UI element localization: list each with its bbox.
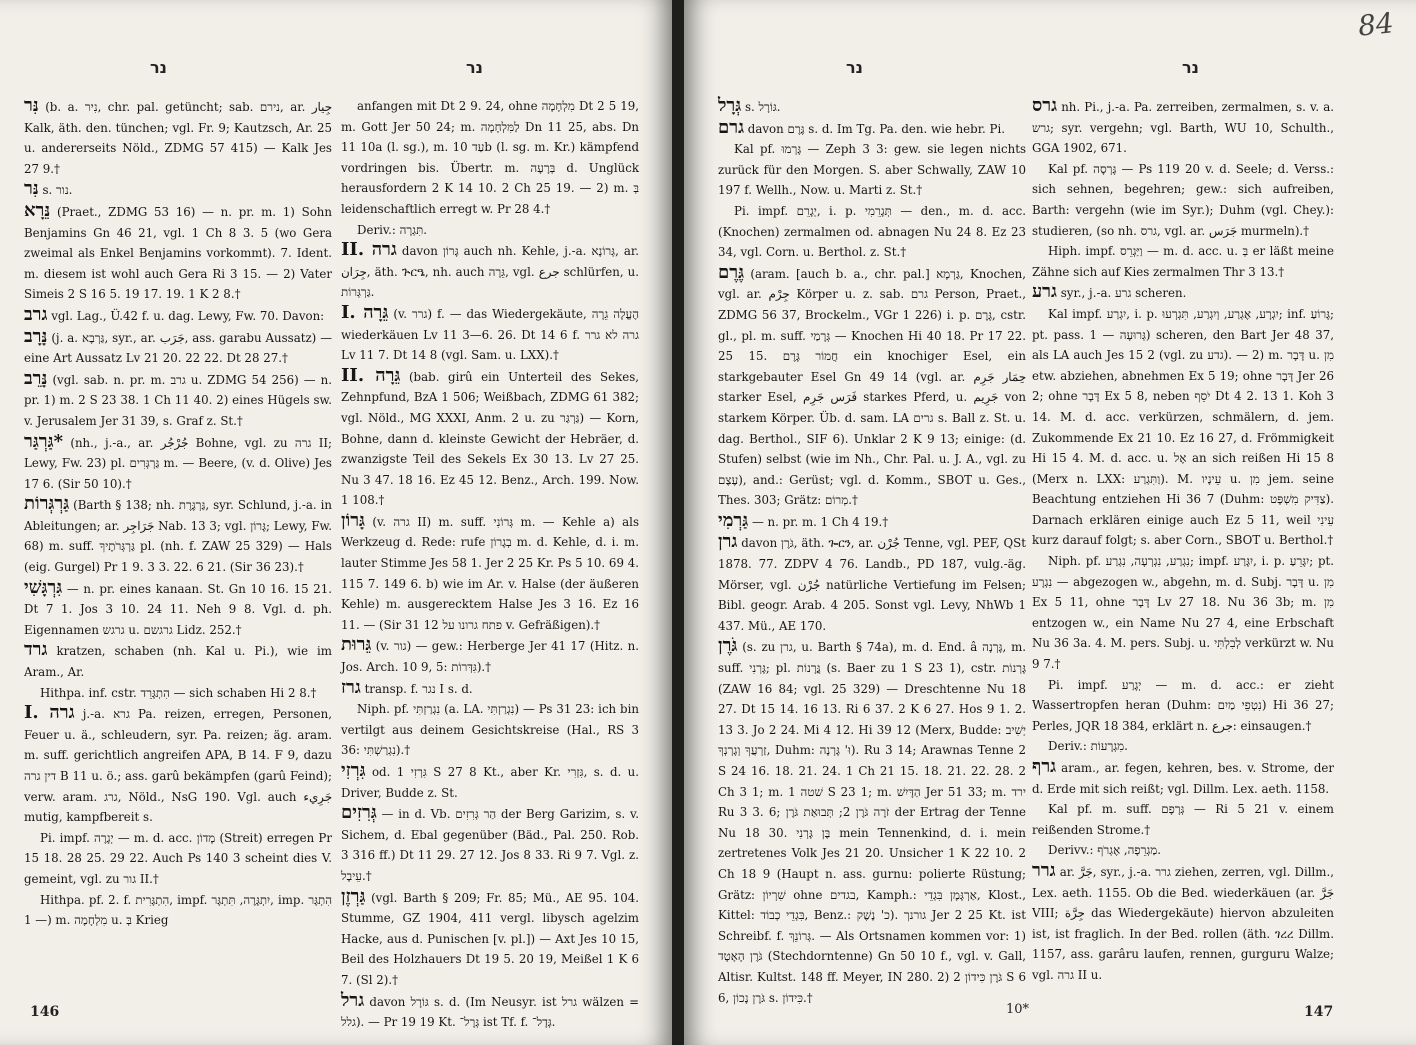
entry-text: (nh., j.-a., ar. جُرْجُر Bohne, vgl. zu גרה II; Lewy, Fw. 23) pl. גַּרְגְּרִים m. — Beere, (v. d. Olive) Jes 17 6. (Sir 50 10).† [24,435,333,491]
entry-text: Kal pf. m. suff. גְּרָפָם — Ri 5 21 v. einem reißenden Strome.† [1032,802,1334,837]
entry-lemma: נָּרָב [24,325,48,347]
entry-lemma: גרע [1032,281,1057,303]
entry-lemma: גִּרְזִי [341,760,366,781]
dictionary-entry [24,179,332,201]
dictionary-entry [1032,799,1334,840]
dictionary-entry [341,240,639,303]
entry-lemma: I. גֵּרָה [341,301,389,323]
dictionary-entry [718,201,1026,263]
dictionary-entry [718,532,1026,636]
left-page-column-2 [341,96,640,1030]
dictionary-entry [341,803,639,886]
dictionary-entry [341,366,639,511]
entry-lemma: גרן [718,531,738,553]
entry-lemma: נֵּרָא [24,199,51,221]
left-page-header-left: נר [150,58,167,77]
entry-text: syr., j.-a. גרע scheren. [1060,286,1187,301]
left-page-header-right: נר [466,58,483,77]
entry-text: Kal pf. גָּרְמוּ — Zeph 3 3: gew. sie legen nichts zurück für den Morgen. S. aber Schwally, ZAW 10 197 f. Wellh., Now. u. Marti z. St.† [718,142,1026,198]
dictionary-entry [1032,840,1334,861]
dictionary-entry [24,432,332,495]
entry-lemma: I. גרה [24,702,75,724]
entry-text: Hiph. impf. וַיַּגְרֵס — m. d. acc. u. בְּ er läßt meine Zähne sich auf Kies zermalmen Thr 3 13.† [1032,244,1334,279]
dictionary-entry [1032,736,1334,757]
entry-lemma: גרל [341,989,365,1011]
entry-text: Deriv.: מִגְרָעוֹת. [1048,739,1128,754]
entry-lemma: גַּרְגְּרוֹת [24,493,70,515]
entry-text: Niph. pf. נִגְרַע, נִגְרְעָה, נִגְרַע; impf. יִגָּרַע, i. p. יִגָּרֵעַ; pt. נִגְרָע — abgezogen w., abgehn, m. d. Subj. דָּבָר u. מִן Ex 5 11, ohne דָּבָר Lv 27 18. Nu 36 3b; m. מִן entzogen w., ein Name Nu 27 4, eine Erbschaft Nu 36 3a. 4. M. pers. Subj. u. לְבִלְתִּי verkürzt w. Nu 9 7.† [1032,554,1335,672]
entry-lemma: גרף [1032,756,1057,777]
entry-lemma: גְּרָל [718,95,742,116]
entry-lemma: גרז [341,676,361,698]
entry-text: vgl. Lag., Ü.42 f. u. dag. Lewy, Fw. 70. Davon: [51,308,325,323]
dictionary-entry [718,511,1026,533]
entry-text: Derivv.: מַגְרֵפָה, אֶגְרֹף. [1048,843,1162,858]
dictionary-entry [341,220,639,241]
entry-lemma: גַּרְמִי [718,509,749,531]
dictionary-entry [24,494,332,577]
entry-text: nh. Pi., j.-a. Pa. zerreiben, zermalmen, s. v. a. גרש; syr. vergehn; vgl. Barth, WU 10, Schulth., GGA 1902, 671. [1032,100,1335,156]
entry-text: (Praet., ZDMG 53 16) — n. pr. m. 1) Sohn Benjamins Gn 46 21, vgl. 1 Ch 8 3. 5 (wo Gera zweimal als Enkel Benjamins vorkommt). 7. Ident. m. diesem ist wohl auch Gera Ri 3 15. — 2) Vater Simeis 2 S 16 5. 19 17. 19. 1 K 2 8.† [24,204,332,302]
entry-text: (j. a. גַּרְבָא, syr., ar. جَرَب, ass. garabu Aussatz) — eine Art Aussatz Lv 21 20. 22 22. Dt 28 27.† [24,330,333,366]
entry-text: Hithpa. pf. 2. f. הִתְגָּרִית, impf. יִתְגָּרֶה, תִּתְגָּר, imp. הִתְגָּר — 1) m. מִלְחָמָה u. בְּ Krieg [24,892,332,928]
entry-text: Pi. impf. יְגָרַע — m. d. acc.: er zieht Wassertropfen heran (Duhm: נִטְפֵי מַיִם) Hi 36 27; Perles, JQR 18 384, erklärt n. جرع: einsaugen.† [1032,677,1335,733]
dictionary-entry [1032,304,1334,551]
entry-text: ar. جَرَّ, syr., j.-a. גרר ziehen, zerren, vgl. Dillm., Lex. aeth. 1155. Ob die Bed. wiederkäuen (ar. جَرَّ VIII; جِرَّة das Wiedergekäute) hiervon abzuleiten ist, ist fraglich. In der Bed. rollen (äth. ገረረ Dillm. 1157, ass. garâru laufen, rennen, gurguru Walze; vgl. גרה II u. [1032,864,1334,982]
dictionary-entry [1032,159,1334,241]
dictionary-entry [24,201,332,305]
right-page-column-1 [718,96,1026,1016]
right-page-footer-signature: 10* [1006,1002,1030,1017]
entry-text: aram., ar. fegen, kehren, bes. v. Strome, der d. Erde mit sich reißt; vgl. Dillm. Lex. aeth. 1158. [1032,761,1335,796]
entry-text: Hithpa. inf. cstr. הִתְגָּרֵד — sich schaben Hi 2 8.† [40,685,317,700]
dictionary-entry [24,369,332,432]
entry-lemma: נָּרֵב [24,367,48,389]
entry-text: s. גּוֹרָל. [744,100,781,114]
entry-text: — in d. Vb. הַר גְּרִזִים der Berg Garizim, s. v. Sichem, d. Ebal gegenüber (Bäd., Pal. 250. Rob. 3 316 ff.) Dt 11 29. 27 12. Jos 8 33. Ri 9 7. Vgl. z. עֵיבָל.† [341,807,640,883]
entry-text: — n. pr. m. 1 Ch 4 19.† [751,514,889,529]
entry-text: Niph. pf. נִגְרַזְתִּי (a. LA. נִגְרַזְתִּי) — Ps 31 23: ich bin vertilgt aus deinem Gesichtskreise (Hal., RS 3 36: נִגְרַשְׁתִּי).† [341,702,639,758]
entry-lemma: גַּרְגַּר* [24,430,63,452]
left-page-number: 146 [30,1004,60,1020]
entry-text: (vgl. Barth § 209; Fr. 85; Mü., AE 95. 104. Stumme, GZ 1904, 411 vergl. libysch agelzim Hacke, aus d. Punischen [v. pl.]) — Axt Jes 10 15, Beil des Holzhauers Dt 19 5. 20 19, Meißel 1 K 6 7. (Sl 2).† [341,890,640,987]
dictionary-entry [341,678,639,700]
dictionary-entry [24,640,332,682]
entry-lemma: גרד [24,639,48,661]
dictionary-entry [341,511,639,636]
entry-text: (s. zu גרן, u. Barth § 74a), m. d. End. â גָּרְנָה, m. suff. גָּרְנִי; pl. גֳּרָנוֹת (s. Baer zu 1 S 23 1), cstr. גָּרְנוֹת (ZAW 16 84; vgl. 25 329) — Dreschtenne Nu 18 27. Dt 15 14. 16 13. Ri 6 37. 2 K 6 27. Hos 9 1. 2. 13 3. Jo 2 24. Mi 4 12. Hi 39 12 (Merx, Budde: יְשִׁיב זַרְעֲךָ וְגָרְנְךָ, Duhm: וּ' גָּרְנָה). Ru 3 14; Arawnas Tenne 2 S 24 16. 18. 21. 24. 1 Ch 21 15. 18. 21. 22. 28. 2 Ch 3 1; m. שׁטה 1 S 23 1; m. הַדָּיִשׁ Jer 51 33; m. ירד Ru 3 3. 6; זֹרֶה גֹּרֶן 2; תְּבוּאַת גֹּרֶן der Ertrag der Tenne Nu 18 30. בֶּן גָּרְנִי mein Tennenkind, d. i. mein zertretenes Volk Jes 21 20. Unsicher 1 K 22 10. 2 Ch 18 9 (Haupt n. ass. gurnu: polierte Rüstung; Grätz: שִׁרְיוֹן ohne בגדים, Kamph.: אַרְגָּמָן בִּגְדֵי, Klost., Kittel: בִּגְדֵי כְבוֹד, Benz.: כ' נֶשֶׁק). גורנך Jer 2 25 Kt. ist Schreibf. f. גְּרוֹנֵךְ. — Als Ortsnamen kommen vor: 1) גֹּרֶן הָאָטָד (Stechdorntenne) Gn 50 10 f., vgl. v. Gall, Altisr. Kultst. 148 ff. Meyer, IN 280. 2) גֹּרֶן כִּידוֹן 2 S 6 6, גֹּרֶן נָכוֹן s. כִּידוֹן.† [718,640,1027,1005]
left-page-column-1 [24,96,332,1016]
entry-text: (v. גרה II) m. suff. גְּרוֹנִי m. — Kehle a) als Werkzeug d. Rede: rufe בְגָרוֹן m. d. Kehle, d. i. m. lauter Stimme Jes 58 1. Jer 2 25 Kr. Ps 5 10. 69 4. 115 7. 149 6. b) wie im Ar. v. Halse (der äußeren Kehle) m. ausgerecktem Halse Jes 3 16. Ez 16 11. — (Sir 31 12 פתח גרונו על v. Gefräßigen).† [341,514,640,632]
handwritten-page-number: 84 [1356,6,1396,43]
dictionary-entry [24,327,332,369]
right-page-column-2 [1032,96,1334,1016]
entry-text: (Barth § 138; nh. גַּרְגֶּרֶת, syr. Schlund, j.-a. in Ableitungen; ar. جَرَاجِر Nab. 13 3; vgl. גָּרוֹן; Lewy, Fw. 68) m. suff. גַּרְגְּרֹתֶיךָ pl. (nh. f. ZAW 25 329) — Hals (eig. Gurgel) Pr 1 9. 3 3. 22. 6 21. (Sir 36 23).† [24,498,333,575]
dictionary-entry [24,683,332,704]
dictionary-entry [341,699,639,761]
dictionary-entry [24,96,332,179]
dictionary-entry [718,636,1026,1008]
dictionary-entry [718,118,1026,140]
entry-text: davon גּוֹרָל s. d. (Im Neusyr. ist גרל wälzen = גלל). — Pr 19 19 Kt. גְּרָל־ ist Tf. f. גְּדָל־. [341,994,640,1030]
dictionary-entry [24,828,332,890]
right-page-header-right: נר [1182,58,1199,77]
dictionary-entry [1032,861,1334,986]
entry-lemma: גֶּרֶם [718,261,745,283]
entry-lemma: גִּרְגָּשִׁי [24,576,63,598]
dictionary-entry [718,263,1026,511]
entry-text: Kal impf. יִגְרַע, i. p. יִגְרָע, אֶגְרַע, וְיִגְרַע, תִּגְרְעוּ; inf. גָּרוֹעַ; pt. pass. גְּרוּעָה — 1) scheren, den Bart Jer 48 37, als LA auch Jes 15 2 (vgl. zu גדע). — 2) m. דָּבָר u. מִן etw. abziehen, abnehmen Ex 5 19; ohne דָּבָר Jer 26 2; ohne דָּבָר Ex 5 8, neben יֹסֵף Dt 4 2. 13 1. Koh 3 14. M. d. acc. verkürzen, schmälern, d. jem. Zukommende Ex 21 10. Ez 16 27, d. Frömmigkeit Hi 15 4. M. d. acc. u. אֶל an sich reißen Hi 15 8 (Merx n. LXX: וַתִּגְרַע). M. עֵינָיו u. מִן jem. seine Beachtung entziehen Hi 36 7 (Duhm: צַדִּיק מִשְׁפָּט). Darnach erklären einige auch Ez 5 11, weil עֵינִי kurz darauf folgt; s. aber Corn., SBOT u. Berthol.† [1032,306,1334,548]
dictionary-entry [341,887,639,991]
entry-text: kratzen, schaben (nh. Kal u. Pi.), wie im Aram., Ar. [24,644,332,680]
entry-text: anfangen mit Dt 2 9. 24, ohne מִלְחָמָה Dt 2 5 19, m. Gott Jer 50 24; m. לַמִּלְחָמָה Dn 11 25, abs. Dn 11 10a (l. sg.), m. עַד 10b (l. sg. m. Kr.) kämpfend vordringen bis. Übertr. m. בְּרָעָה d. Unglück herausfordern 2 K 14 10. 2 Ch 25 19. — 2) m. בְּ leidenschaftlich erregt w. Pr 28 4.† [341,99,639,216]
left-page [0,0,672,1045]
entry-lemma: גרס [1032,95,1058,116]
entry-text: (bab. girû ein Unterteil des Sekes, Zehnpfund, BzA 1 506; Weißbach, ZDMG 61 382; vgl. Nöld., MG XXXI, Anm. 2 u. zu גַּרְגַּר) — Korn, Bohne, dann d. kleinste Gewicht der Hebräer, d. zwanzigste Teil des Sekels Ex 30 13. Lv 27 25. Nu 3 47. 18 16. Ez 45 12. Benz., Arch. 199. Now. 1 108.† [341,369,640,508]
entry-text: davon גֹּרֶן, äth. ጐርን, ar. جُرْن Tenne, vgl. PEF, QSt 1878. 77. ZDPV 4 76. Landb., PD 187, vulg.-äg. Mörser, vgl. جُرْن natürliche Vertiefung im Felsen; Bibl. geogr. Arab. 4 205. Sonst vgl. Levy, NhWb 1 437. Mü., AE 170. [718,536,1026,633]
entry-lemma: גרם [718,116,745,138]
dictionary-entry [24,890,332,931]
entry-text: od. גִּרְזִי 1 S 27 8 Kt., aber Kr. גִּזְרִי, s. d. u. Driver, Budde z. St. [341,765,640,800]
entry-lemma: גַּרְזֶן [341,885,366,907]
entry-lemma: גְּרִזִים [341,802,377,824]
entry-text: (b. a. נִיר, chr. pal. getüncht; sab. נירם, ar. جِيار Kalk, äth. den. tünchen; vgl. Fr. 9; Kautzsch, Ar. 25 u. andererseits Nöld., ZDMG 57 415) — Kalk Jes 27 9.† [24,100,333,176]
entry-lemma: גֵּרוּת [341,634,372,656]
entry-text: Kal pf. גָּרְסָה — Ps 119 20 v. d. Seele; d. Verss.: sich sehnen, begehren; gew.: sich aufreiben, Barth: vergehn (wie im Syr.); Duhm (vgl. Chey.): studieren, (so nh. גרס, vgl. ar. جَرَس murmeln).† [1032,161,1334,238]
entry-text: Deriv.: תִּגְרָה. [357,222,428,237]
entry-text: Pi. impf. יְגָרֶה — m. d. acc. מָדוֹן (Streit) erregen Pr 15 18. 28 25. 29 22. Auch Ps 140 3 scheint dies V. gemeint, vgl. zu גור II.† [24,830,332,886]
dictionary-entry [1032,96,1334,159]
entry-text: (aram. [auch b. a., chr. pal.] גַּרְמָא, Knochen, vgl. ar. جِرْم Körper u. z. sab. גרם Person, Praet., ZDMG 56 37, Brockelm., VGr 1 226) i. p. גָּרֶם, cstr. gl., pl. m. suff. גְּרָמַי — Knochen Hi 40 18. Pr 17 22. 25 15. חֲמוֹר גָּרֶם ein knochiger Esel, ein starkgebauter Esel Gn 49 14 (vgl. ar. حِمَار جَرِم starker Esel, فَرَس جَرِم starkes Pferd, u. جَرِيم von starkem Körper. Üb. d. sam. LA גרים s. Ball z. St. u. dag. Berthol., SIF 6). Unklar 2 K 9 13; einige: (d. Stufen) selbst (wie im Nh., Chr. Pal. u. J. A., vgl. zu עֶצֶם), and.: Gerüst; vgl. d. Komm., SBOT u. Ges., Thes. 303; Grätz: מְרוֹם.† [718,266,1027,508]
entry-lemma: גֹּרֶן [718,635,738,657]
entry-text: (v. גור) — gew.: Herberge Jer 41 17 (Hitz. n. Jos. Arch. 10 9, 5: גִּדְּרוֹת).† [341,639,639,675]
dictionary-entry [1032,282,1334,304]
dictionary-entry [341,991,639,1033]
entry-text: davon גָּרוֹן auch nh. Kehle, j.-a. גְּרוֹנָא, ar. جِرَان, äth. ጕርዔ, nh. auch גֵּרָה, vgl. جرع schlürfen, u. גַּרְגְּרוֹת. [341,244,640,300]
dictionary-entry [24,703,332,828]
entry-lemma: II. גֵּרָה [341,364,401,386]
right-page-header-left: נר [846,58,863,77]
entry-lemma: גרב [24,303,48,325]
entry-text: — n. pr. eines kanaan. St. Gn 10 16. 15 21. Dt 7 1. Jos 3 10. 24 11. Neh 9 8. Vgl. d. ph. Eigennamen גרגש u. גרגשם Lidz. 252.† [24,581,333,637]
dictionary-entry [1032,551,1334,675]
entry-text: davon גֶּרֶם s. d. Im Tg. Pa. den. wie hebr. Pi. [747,121,1006,136]
dictionary-entry [341,635,639,677]
dictionary-entry [24,578,332,641]
dictionary-entry [1032,675,1334,737]
dictionary-entry [341,303,639,366]
entry-text: Pi. impf. יְגָרֵם, i. p. תְּגָרֵמִי — den., m. d. acc. (Knochen) zermalmen od. abnagen Nu 24 8. Ez 23 34, vgl. Corn. u. Berthol. z. St.† [718,203,1026,260]
entry-lemma: נִּר [24,95,39,116]
entry-text: j.-a. גרא Pa. reizen, erregen, Personen, Feuer u. ä., schleudern, syr. Pa. reizen; äg. aram. m. suff. gerichtlich angreifen APA, B 14. F 9, dazu דין גרה B 11 u. ö.; ass. garû bekämpfen (garû Feind); verw. aram. גרג, Nöld., NsG 190. Vgl. auch جَرِيء mutig, kampfbereit s. [24,707,333,825]
entry-text: s. נור. [42,183,73,198]
dictionary-entry [1032,757,1334,799]
entry-text: (v. גרר) f. — das Wiedergekäute, הֶעֱלָה גֵרָה wiederkäuen Lv 11 3—6. 26. Dt 14 6 f. גרה לא גרר Lv 11 7. Dt 14 8 (vgl. Sam. u. LXX).† [341,306,640,363]
dictionary-entry [24,305,332,327]
right-page [684,0,1416,1045]
entry-lemma: גרר [1032,859,1056,881]
entry-lemma: נִּר [24,178,39,200]
entry-text: (vgl. sab. n. pr. m. גרב u. ZDMG 54 256) — n. pr. 1) m. 2 S 23 38. 1 Ch 11 40. 2) eines Hügels sw. v. Jerusalem Jer 31 39, s. Graf z. St.† [24,372,333,428]
dictionary-entry [341,761,639,803]
entry-lemma: II. גרה [341,239,397,261]
entry-text: transp. f. נגר I s. d. [364,681,473,696]
right-page-number: 147 [1304,1004,1334,1020]
dictionary-entry [718,139,1026,201]
dictionary-entry [1032,241,1334,282]
dictionary-entry [718,96,1026,118]
book-gutter [672,0,684,1045]
entry-lemma: גָּרוֹן [341,509,365,531]
dictionary-entry [341,96,639,220]
